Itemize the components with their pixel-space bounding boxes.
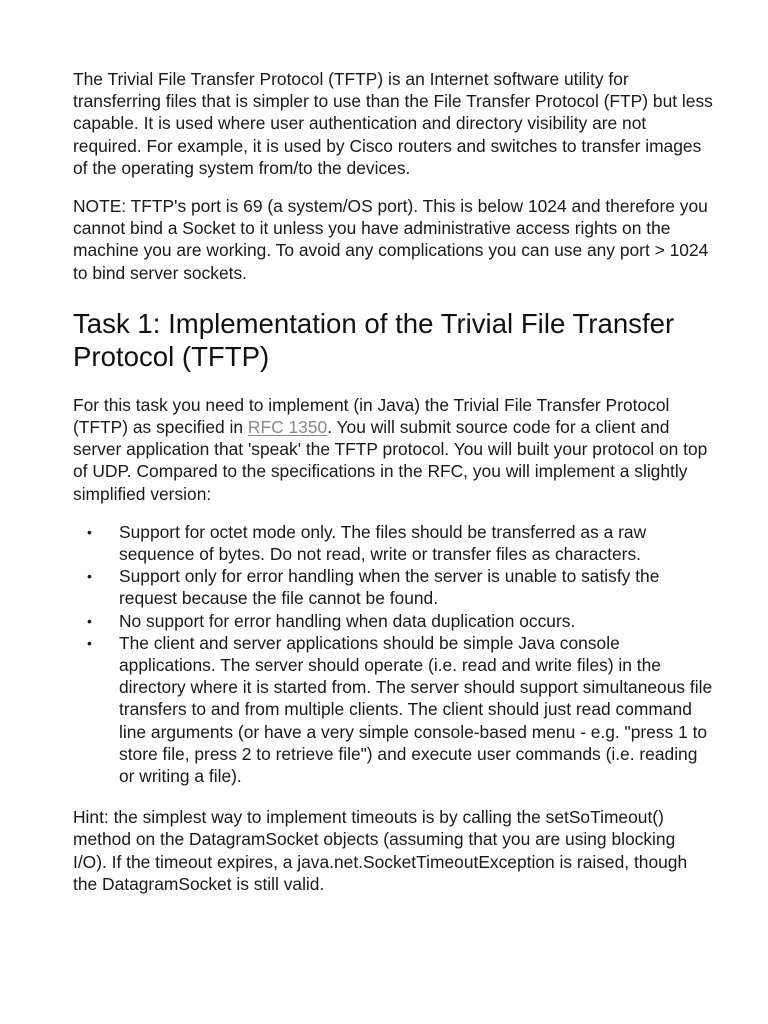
bullet-icon: • (87, 523, 92, 540)
bullet-icon: • (87, 568, 92, 585)
hint-paragraph: Hint: the simplest way to implement timeouts is by calling the setSoTimeout() method on the DatagramSocket objects (assuming that you are using blocking I/O). If the timeout expires, a java.net.SocketTimeoutException is raised, though the DatagramSocket is still valid. (73, 807, 688, 894)
requirements-list (73, 521, 713, 787)
list-item-text: The client and server applications should be simple Java console applications. The server should operate (i.e. read and write files) in the directory where it is started from. The server should support simultaneous file transfers to and from multiple clients. The client should just read command line arguments (or have a very simple console-based menu - e.g. "press 1 to store file, press 2 to retrieve file") and execute user commands (i.e. reading or writing a file). (119, 632, 713, 787)
bullet-icon: • (87, 634, 92, 651)
task-text-after-link: . You will submit source code for a client and server application that 'speak' the TFTP protocol. You will built your protocol on top of UDP. Compared to the specifications in the RFC, you will implement a slightly simplified version: (73, 417, 708, 504)
document-page (73, 68, 713, 895)
list-item (73, 565, 713, 609)
list-item-text: No support for error handling when data duplication occurs. (119, 610, 576, 631)
list-item (73, 610, 713, 632)
list-item (73, 632, 713, 787)
list-item-text: Support only for error handling when the server is unable to satisfy the request because the file cannot be found. (119, 566, 660, 609)
task-paragraph (73, 394, 713, 505)
task-heading: Task 1: Implementation of the Trivial File Transfer Protocol (TFTP) (73, 307, 675, 372)
note-paragraph: NOTE: TFTP's port is 69 (a system/OS port). This is below 1024 and therefore you cannot bind a Socket to it unless you have administrative access rights on the machine you are working. To avoid any complications you can use any port > 1024 to bind server sockets. (73, 196, 709, 283)
intro-paragraph: The Trivial File Transfer Protocol (TFTP) is an Internet software utility for transferring files that is simpler to use than the File Transfer Protocol (FTP) but less capable. It is used where user authentication and directory visibility are not required. For example, it is used by Cisco routers and switches to transfer images of the operating system from/to the devices. (73, 69, 713, 178)
list-item-text: Support for octet mode only. The files should be transferred as a raw sequence of bytes. Do not read, write or transfer files as characters. (119, 521, 647, 565)
task-text-before-link: For this task you need to implement (in Java) the Trivial File Transfer Protocol (TFTP) as specified in (73, 394, 670, 438)
rfc-1350-link[interactable]: RFC 1350 (247, 417, 328, 438)
bullet-icon: • (87, 612, 92, 629)
list-item (73, 521, 713, 565)
